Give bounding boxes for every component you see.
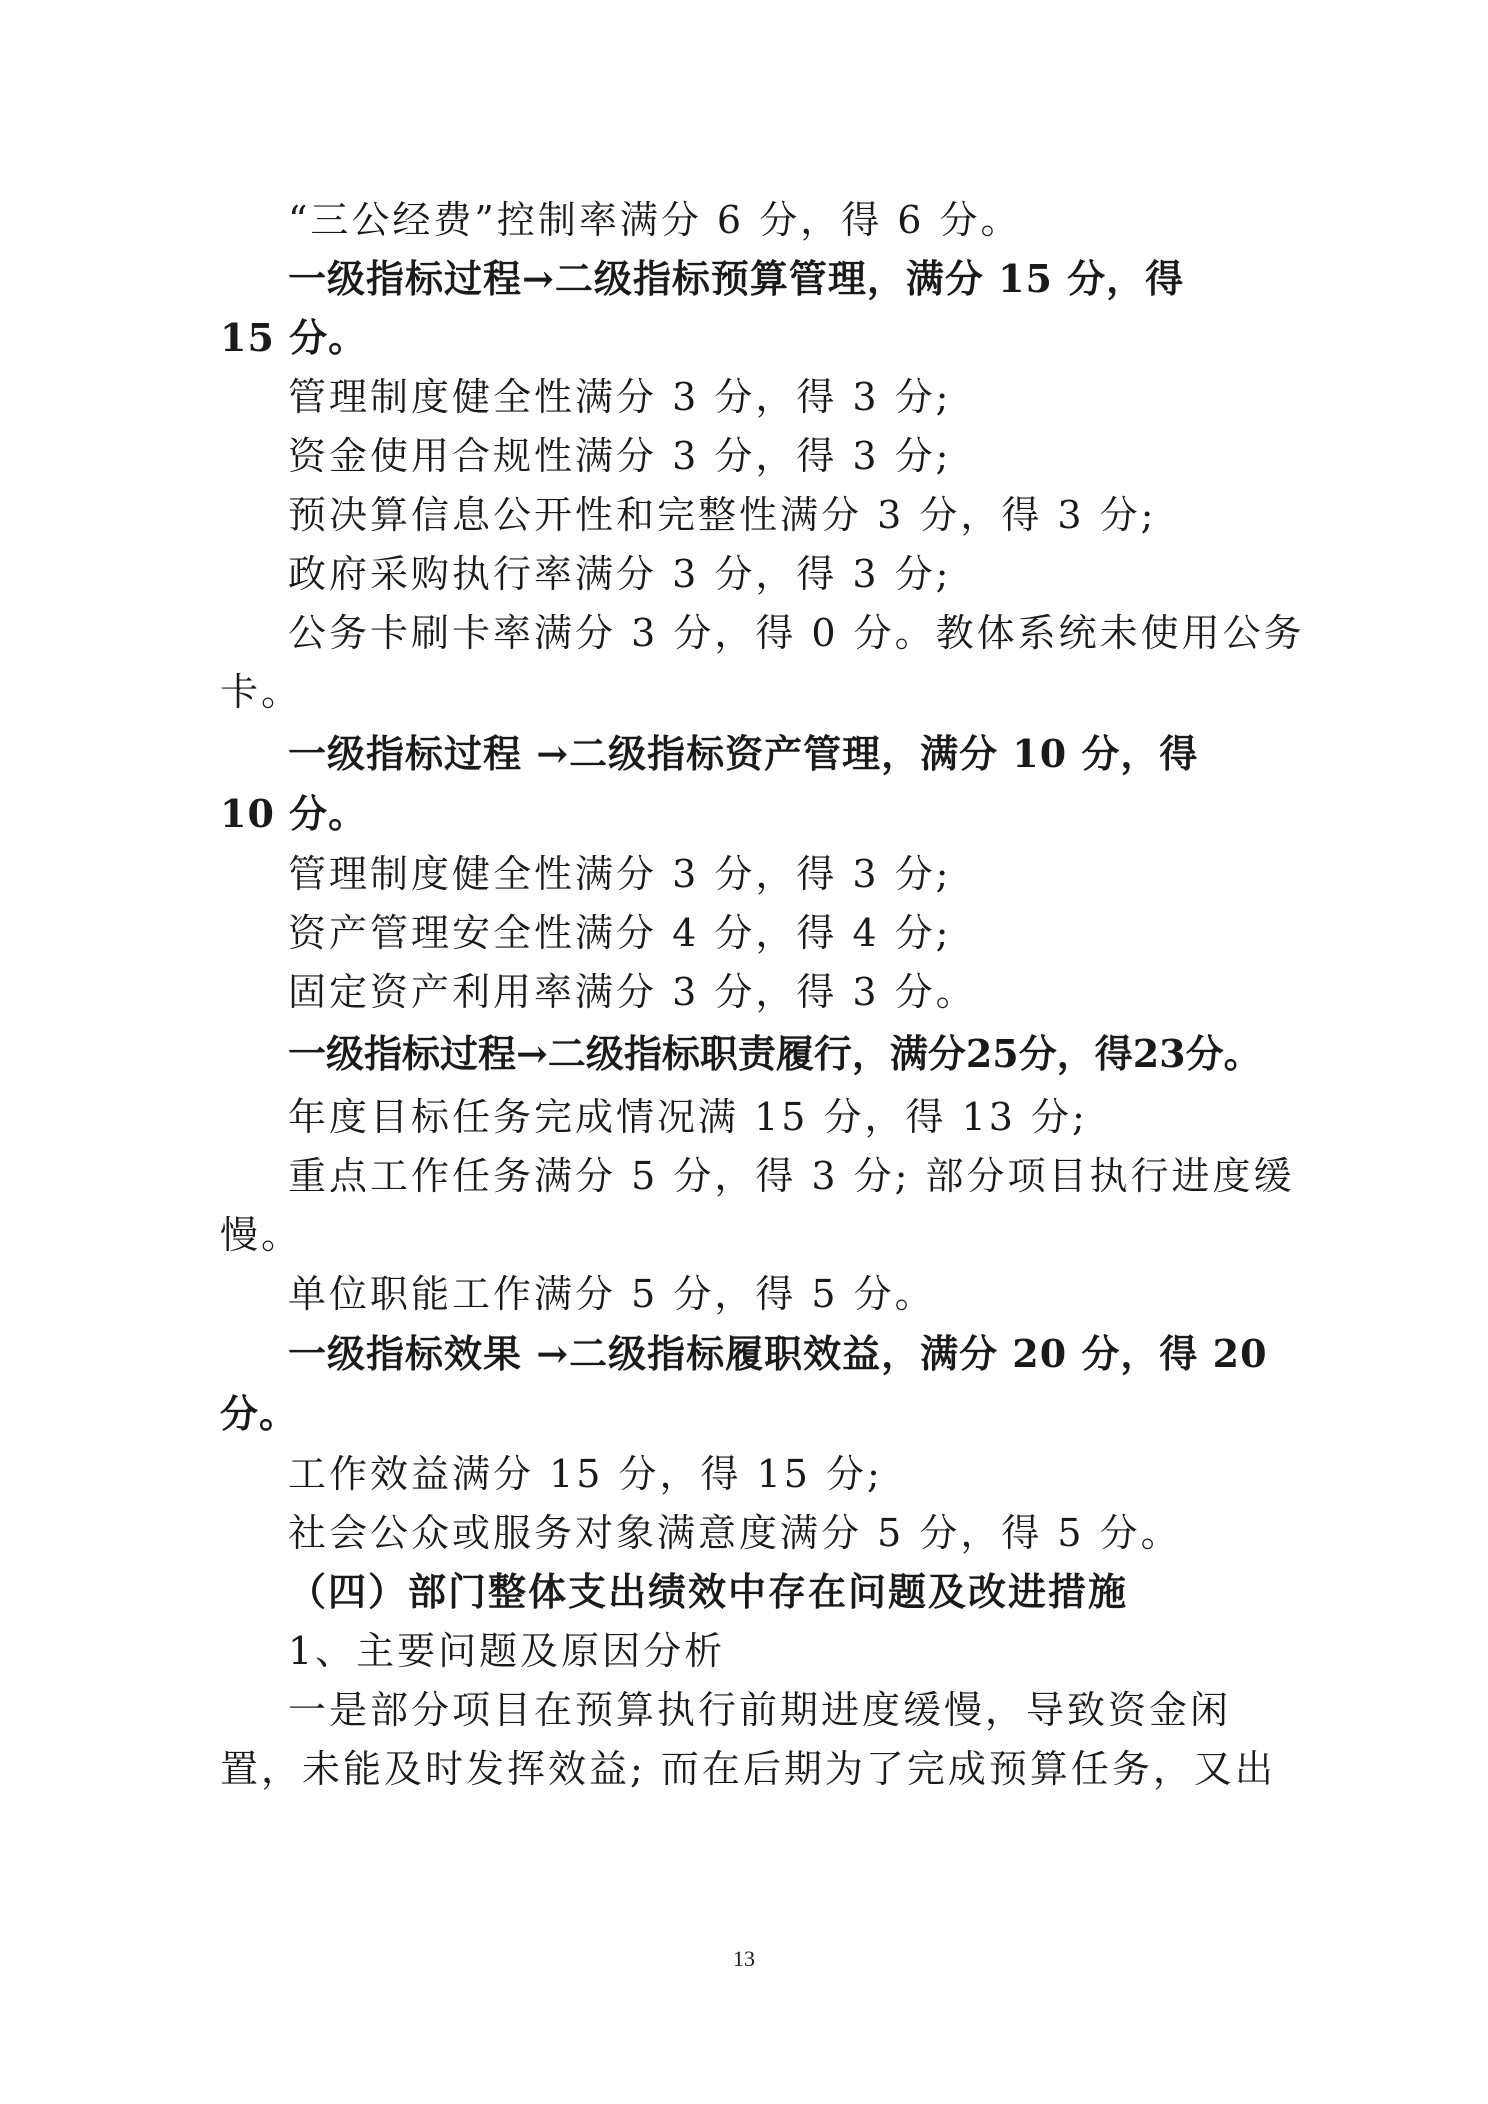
text-line-problem-one-cont: 置，未能及时发挥效益; 而在后期为了完成预算任务，又出 bbox=[220, 1747, 1276, 1791]
text-line-asset-system: 管理制度健全性满分 3 分，得 3 分; bbox=[288, 852, 952, 896]
text-line-procurement: 政府采购执行率满分 3 分，得 3 分; bbox=[288, 552, 952, 596]
text-line-work-benefit: 工作效益满分 15 分，得 15 分; bbox=[288, 1452, 883, 1496]
section-heading-problems: （四）部门整体支出绩效中存在问题及改进措施 bbox=[288, 1569, 1129, 1614]
heading-budget-management: 一级指标过程→二级指标预算管理，满分 15 分，得 bbox=[288, 256, 1185, 301]
text-line-asset-safety: 资产管理安全性满分 4 分，得 4 分; bbox=[288, 911, 952, 955]
text-line-key-tasks-cont: 慢。 bbox=[220, 1213, 303, 1257]
text-line-annual-goals: 年度目标任务完成情况满 15 分，得 13 分; bbox=[288, 1095, 1088, 1139]
heading-duty-performance: 一级指标过程→二级指标职责履行，满分25分，得23分。 bbox=[288, 1031, 1262, 1076]
text-line-card-usage: 公务卡刷卡率满分 3 分，得 0 分。教体系统未使用公务 bbox=[288, 611, 1305, 655]
text-line-budget-disclosure: 预决算信息公开性和完整性满分 3 分，得 3 分; bbox=[288, 493, 1157, 537]
text-line-card-usage-cont: 卡。 bbox=[220, 670, 303, 714]
text-line-key-tasks: 重点工作任务满分 5 分，得 3 分; 部分项目执行进度缓 bbox=[288, 1154, 1295, 1198]
heading-budget-management-cont: 15 分。 bbox=[220, 315, 368, 360]
text-line-unit-functions: 单位职能工作满分 5 分，得 5 分。 bbox=[288, 1272, 936, 1316]
heading-performance-benefit-cont: 分。 bbox=[220, 1391, 299, 1436]
heading-performance-benefit: 一级指标效果 →二级指标履职效益，满分 20 分，得 20 bbox=[288, 1331, 1268, 1376]
text-line-fund-compliance: 资金使用合规性满分 3 分，得 3 分; bbox=[288, 434, 952, 478]
text-line-mgmt-system: 管理制度健全性满分 3 分，得 3 分; bbox=[288, 375, 952, 419]
subheading-main-problems: 1、主要问题及原因分析 bbox=[288, 1629, 726, 1673]
text-line-public-satisfaction: 社会公众或服务对象满意度满分 5 分，得 5 分。 bbox=[288, 1511, 1182, 1555]
heading-asset-management-cont: 10 分。 bbox=[220, 791, 368, 836]
text-line-asset-utilization: 固定资产利用率满分 3 分，得 3 分。 bbox=[288, 970, 977, 1014]
text-line-problem-one: 一是部分项目在预算执行前期进度缓慢，导致资金闲 bbox=[288, 1688, 1232, 1732]
text-line-sangong: “三公经费”控制率满分 6 分，得 6 分。 bbox=[288, 198, 1022, 242]
page-number: 13 bbox=[733, 1946, 755, 1971]
heading-asset-management: 一级指标过程 →二级指标资产管理，满分 10 分，得 bbox=[288, 731, 1199, 776]
